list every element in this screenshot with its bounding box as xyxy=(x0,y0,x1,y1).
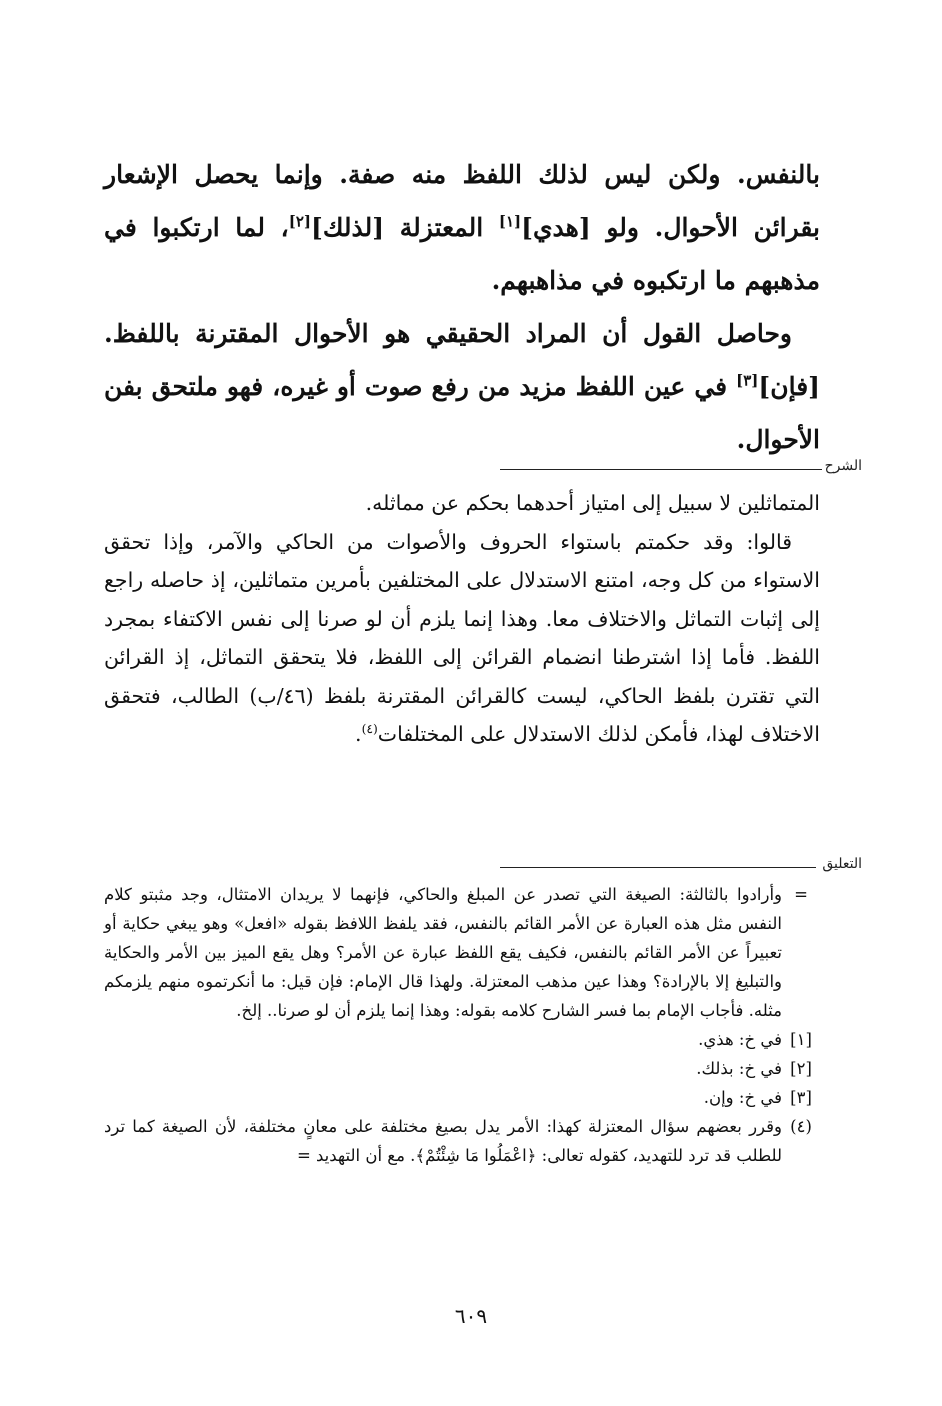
footnote-ref-2[interactable]: [٢] xyxy=(288,212,312,231)
commentary-paragraph-1: المتماثلين لا سبيل إلى امتياز أحدهما بحكم عن مماثله. xyxy=(365,491,820,515)
footnote-ref-1[interactable]: [١] xyxy=(498,212,522,231)
notes-divider xyxy=(500,867,816,868)
main-text-segment: المعتزلة [لذلك] xyxy=(311,213,499,242)
notes-label: التعليق xyxy=(822,856,862,872)
page-number: ٦٠٩ xyxy=(454,1304,488,1328)
main-text-segment: وحاصل القول أن المراد الحقيقي هو الأحوال المقترنة باللفظ. [فإن] xyxy=(104,319,820,401)
main-text-segment: بالنفس. ولكن ليس لذلك اللفظ منه صفة. وإنما يحصل الإشعار بقرائن الأحوال. ولو [هدي] xyxy=(104,160,821,242)
note-3 xyxy=(104,1083,820,1112)
note-2 xyxy=(104,1054,820,1083)
note-number: (٤) xyxy=(790,1117,812,1136)
note-number: [٣] xyxy=(790,1088,812,1107)
main-text-segment: في عين اللفظ مزيد من رفع صوت أو غيره، فهو ملتحق بفن الأحوال. xyxy=(104,372,820,454)
note-text: وقرر بعضهم سؤال المعتزلة كهذا: الأمر يدل بصيغ مختلفة على معانٍ مختلفة، لأن الصيغة كما ترد للطلب قد ترد للتهديد، كقوله تعالى: ﴿اعْمَلُوا مَا شِئْتُمْ﴾. مع أن التهديد = xyxy=(104,1117,782,1165)
note-text: في خ: وإن. xyxy=(703,1088,782,1107)
main-text xyxy=(104,148,820,466)
note-4 xyxy=(104,1112,820,1170)
commentary-paragraph-2 xyxy=(104,523,820,754)
commentary-text-segment: . xyxy=(355,722,362,746)
commentary-label: الشرح xyxy=(824,458,862,474)
continuation-mark: = xyxy=(794,885,808,904)
footnotes xyxy=(104,880,820,1170)
note-continuation xyxy=(104,880,820,1025)
footnote-ref-4[interactable]: (٤) xyxy=(361,722,378,737)
main-text-segment: ، لما ارتكبوا في مذهبهم ما ارتكبوه في مذاهبهم. xyxy=(104,213,820,295)
note-number: [١] xyxy=(790,1030,812,1049)
note-text: وأرادوا بالثالثة: الصيغة التي تصدر عن المبلغ والحاكي، فإنهما لا يريدان الامتثال، وجد مثبتو كلام النفس مثل هذه العبارة عن الأمر القائم بالنفس، فقد يلفظ اللافظ بقوله «افعل» وهو يبغي حكاية أو تعبيراً عن الأمر القائم بالنفس، فكيف يقع اللفظ عبارة عن الأمر؟ وهل يقع الميز بين الأمر والحكاية والتبليغ إلا بالإرادة؟ وهذا عين مذهب المعتزلة. ولهذا قال الإمام: فإن قيل: ما أنكرتموه منهم يلزمكم مثله. فأجاب الإمام بما فسر الشارح كلامه بقوله: وهذا إنما يلزم أن لو صرنا.. إلخ. xyxy=(104,885,782,1020)
commentary-text xyxy=(104,484,820,754)
note-1 xyxy=(104,1025,820,1054)
footnote-ref-3[interactable]: [٣] xyxy=(736,371,759,390)
main-paragraph-1 xyxy=(104,148,820,307)
note-text: في خ: هذي. xyxy=(698,1030,782,1049)
note-number: [٢] xyxy=(790,1059,812,1078)
commentary-text-segment: قالوا: وقد حكمتم باستواء الحروف والأصوات من الحاكي والآمر، وإذا تحقق الاستواء من كل وجه، امتنع الاستدلال على المختلفين بأمرين متماثلين، إذ حاصله راجع إلى إثبات التماثل والاختلاف معا. وهذا إنما يلزم أن لو صرنا إلى نفس الاكتفاء بمجرد اللفظ. فأما إذا اشترطنا انضمام القرائن إلى اللفظ، فلا يتحقق التماثل، إذ القرائن التي تقترن بلفظ الحاكي، ليست كالقرائن المقترنة بلفظ (٤٦/ب) الطالب، فتحقق الاختلاف لهذا، فأمكن لذلك الاستدلال على المختلفات xyxy=(104,529,820,746)
commentary-divider xyxy=(500,469,822,470)
note-text: في خ: بذلك. xyxy=(696,1059,782,1078)
main-paragraph-2 xyxy=(104,307,820,466)
